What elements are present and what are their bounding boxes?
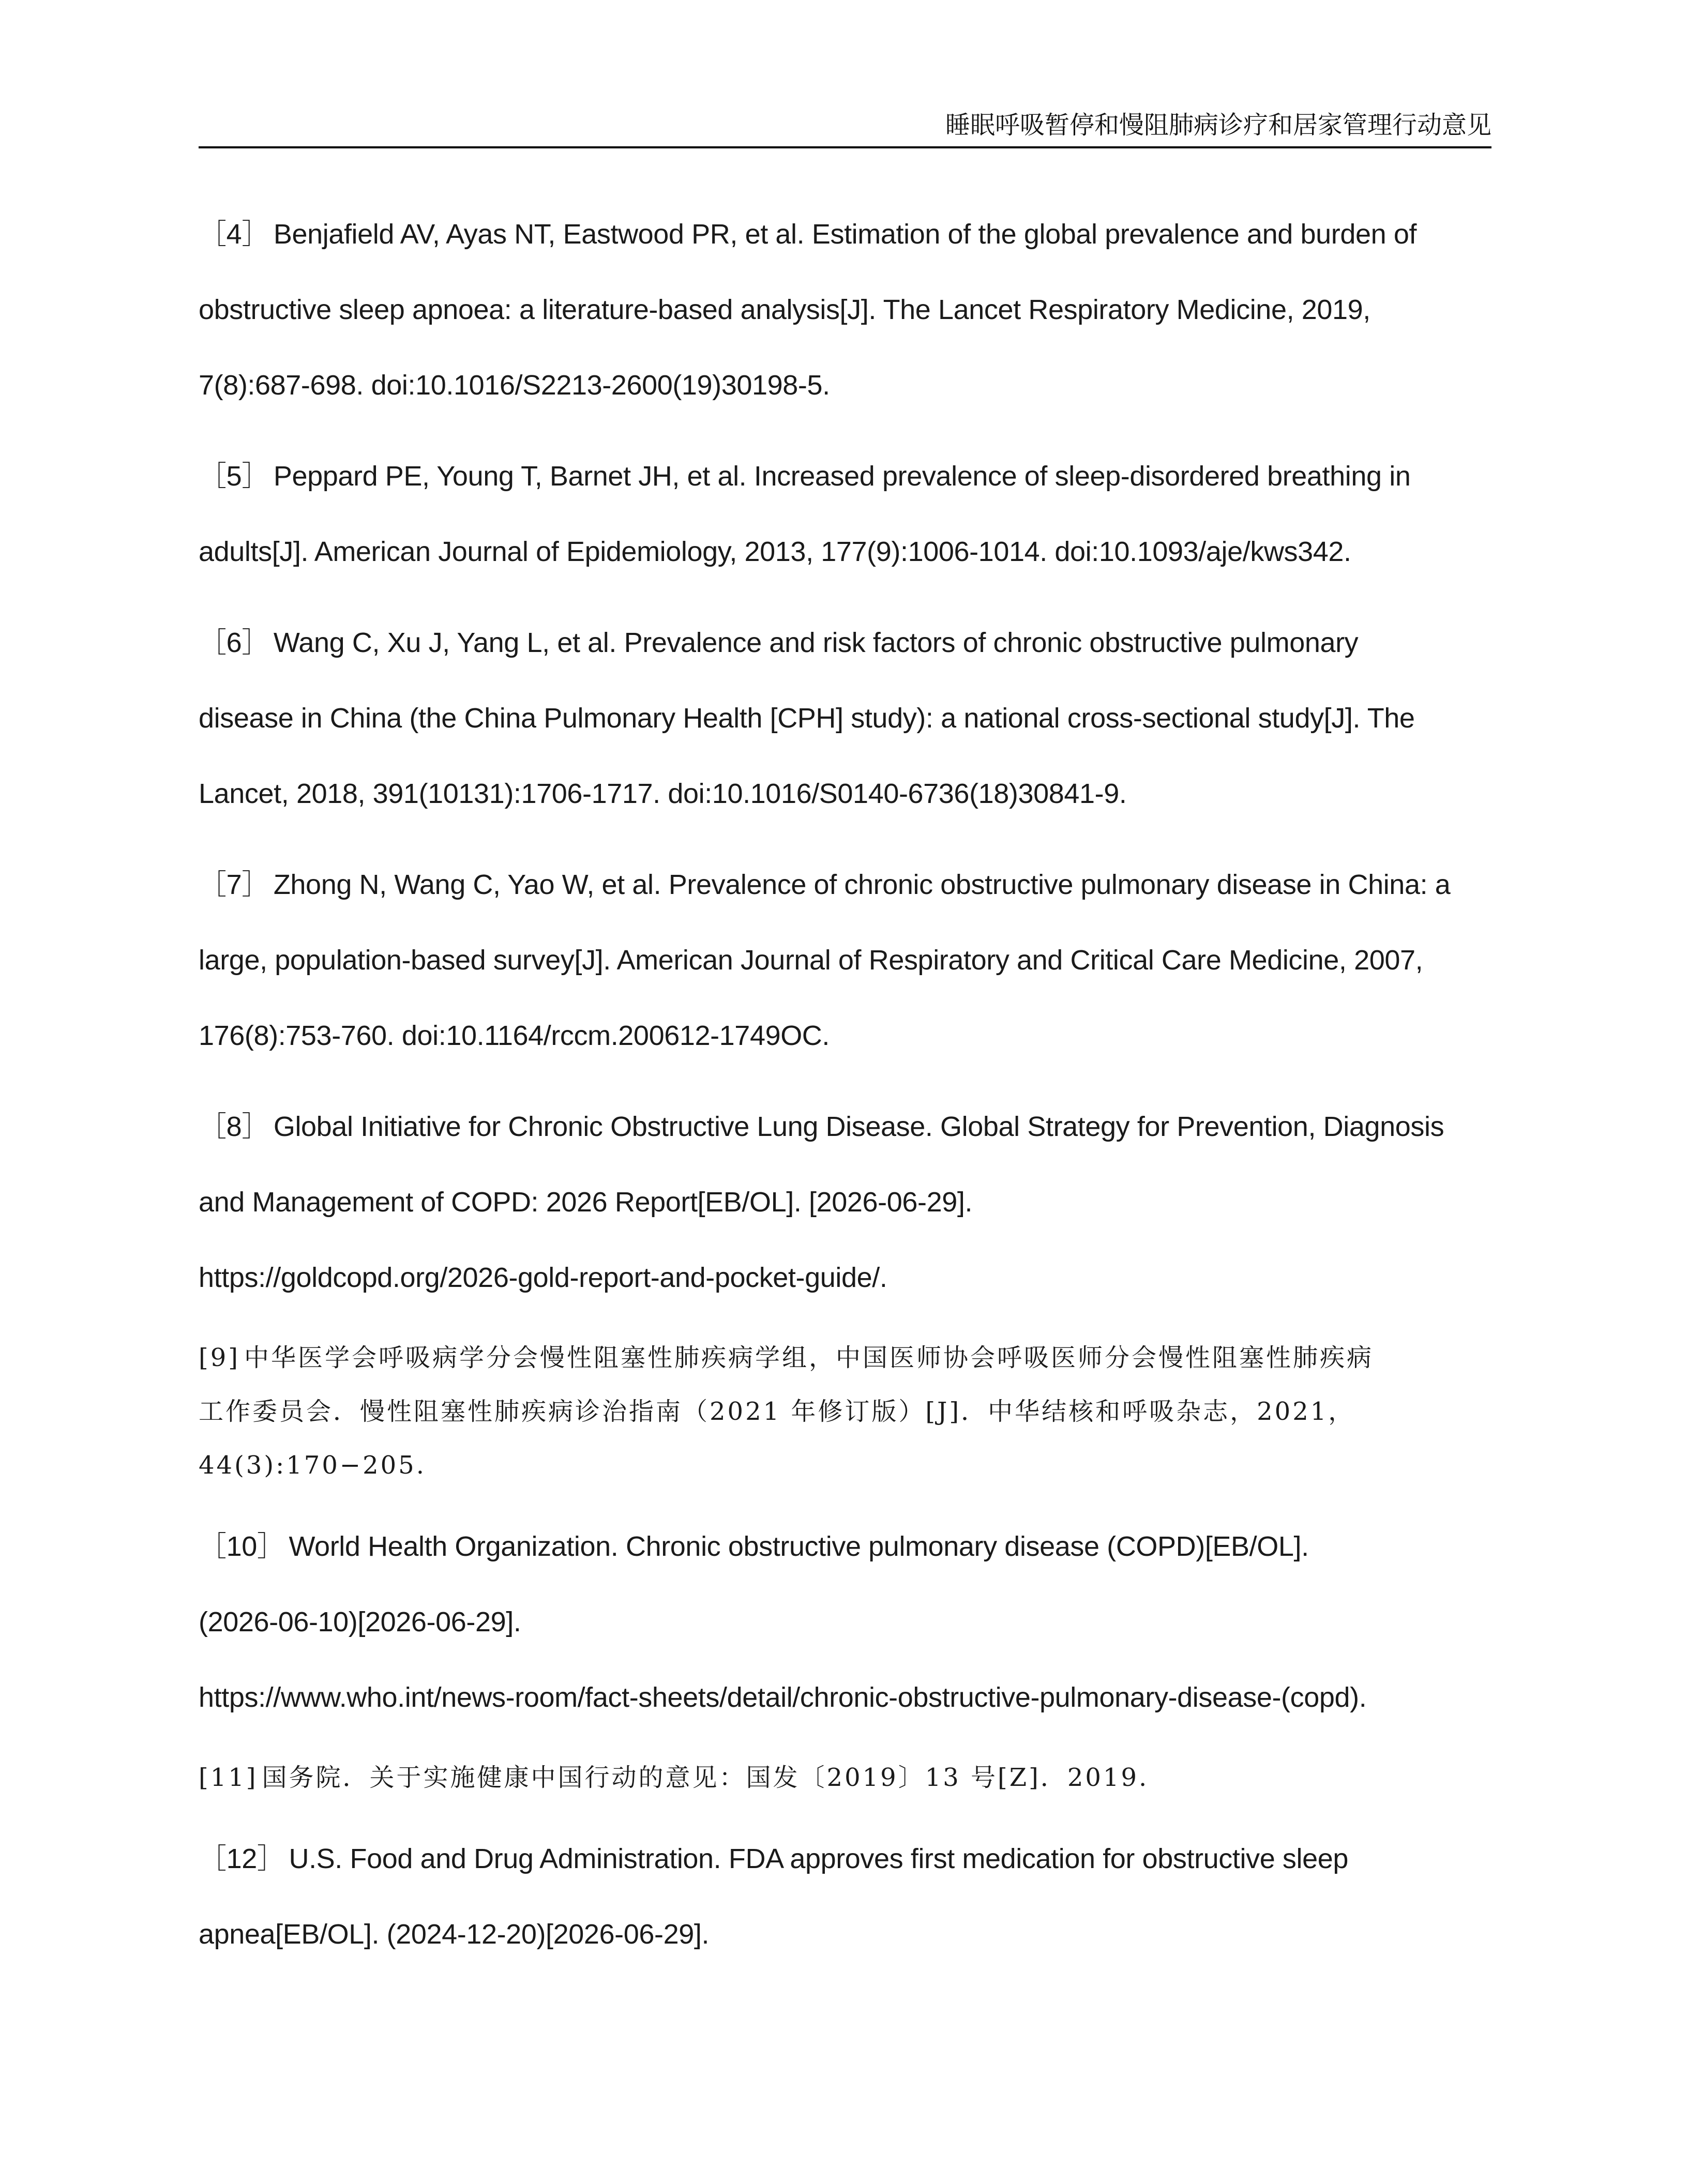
reference-number: ［8］ — [199, 1111, 269, 1142]
page-header: 睡眠呼吸暂停和慢阻肺病诊疗和居家管理行动意见 — [945, 111, 1491, 140]
reference-item — [199, 438, 1491, 589]
reference-line: 44(3):170−205. — [199, 1451, 426, 1480]
reference-line — [199, 1331, 1491, 1385]
reference-line: obstructive sleep apnoea: a literature-based analysis[J]. The Lancet Respiratory Medicine, 2019, — [199, 294, 1370, 325]
reference-text: Wang C, Xu J, Yang L, et al. Prevalence and risk factors of chronic obstructive pulmonary — [273, 627, 1359, 658]
reference-number: [11] — [199, 1763, 258, 1792]
reference-text: Benjafield AV, Ayas NT, Eastwood PR, et al. Estimation of the global prevalence and burden of — [273, 219, 1417, 250]
reference-text: World Health Organization. Chronic obstructive pulmonary disease (COPD)[EB/OL]. — [289, 1531, 1309, 1562]
reference-item — [199, 1821, 1491, 1972]
reference-item — [199, 1331, 1491, 1492]
reference-text: Global Initiative for Chronic Obstructive Lung Disease. Global Strategy for Prevention, Diagnosis — [273, 1111, 1444, 1142]
reference-line — [199, 605, 1491, 680]
reference-item — [199, 605, 1491, 831]
reference-line — [199, 1509, 1491, 1584]
reference-line: large, population-based survey[J]. American Journal of Respiratory and Critical Care Medicine, 2007, — [199, 945, 1423, 976]
reference-line: Lancet, 2018, 391(10131):1706-1717. doi:10.1016/S0140-6736(18)30841-9. — [199, 778, 1127, 809]
reference-number: ［5］ — [199, 461, 269, 492]
reference-line — [199, 1751, 1491, 1804]
reference-line — [199, 1821, 1491, 1897]
reference-item — [199, 1751, 1491, 1804]
reference-item — [199, 196, 1491, 423]
reference-number: ［6］ — [199, 627, 269, 658]
reference-line — [199, 1089, 1491, 1164]
reference-item — [199, 1089, 1491, 1315]
reference-line — [199, 196, 1491, 272]
reference-number: ［4］ — [199, 219, 269, 250]
reference-line: https://www.who.int/news-room/fact-sheets/detail/chronic-obstructive-pulmonary-disease-(copd). — [199, 1682, 1367, 1713]
reference-line: (2026-06-10)[2026-06-29]. — [199, 1606, 521, 1637]
reference-text: 国务院．关于实施健康中国行动的意见：国发〔2019〕13 号[Z]．2019. — [262, 1763, 1149, 1792]
reference-line: 工作委员会．慢性阻塞性肺疾病诊治指南（2021 年修订版）[J]．中华结核和呼吸杂志，2021， — [199, 1397, 1355, 1426]
reference-line: disease in China (the China Pulmonary Health [CPH] study): a national cross-sectional study[J]. The — [199, 703, 1415, 734]
reference-line: and Management of COPD: 2026 Report[EB/OL]. [2026-06-29]. — [199, 1187, 973, 1218]
reference-line: https://goldcopd.org/2026-gold-report-and-pocket-guide/. — [199, 1262, 887, 1293]
reference-number: [9] — [199, 1343, 240, 1372]
reference-line: 7(8):687-698. doi:10.1016/S2213-2600(19)30198-5. — [199, 370, 830, 401]
reference-line — [199, 847, 1491, 922]
reference-item — [199, 1509, 1491, 1735]
reference-line: apnea[EB/OL]. (2024-12-20)[2026-06-29]. — [199, 1919, 710, 1950]
reference-list — [199, 196, 1491, 1988]
reference-line: 176(8):753-760. doi:10.1164/rccm.200612-1749OC. — [199, 1020, 830, 1051]
reference-item — [199, 847, 1491, 1073]
reference-line — [199, 438, 1491, 514]
reference-text: U.S. Food and Drug Administration. FDA approves first medication for obstructive sleep — [289, 1843, 1349, 1874]
reference-number: ［12］ — [199, 1843, 285, 1874]
header-divider — [199, 146, 1491, 148]
reference-text: Zhong N, Wang C, Yao W, et al. Prevalence of chronic obstructive pulmonary disease in China: a — [273, 869, 1451, 900]
reference-line: adults[J]. American Journal of Epidemiology, 2013, 177(9):1006-1014. doi:10.1093/aje/kws342. — [199, 536, 1351, 567]
reference-number: ［10］ — [199, 1531, 285, 1562]
reference-number: ［7］ — [199, 869, 269, 900]
reference-text: 中华医学会呼吸病学分会慢性阻塞性肺疾病学组，中国医师协会呼吸医师分会慢性阻塞性肺疾病 — [244, 1343, 1374, 1372]
reference-text: Peppard PE, Young T, Barnet JH, et al. Increased prevalence of sleep-disordered breathing in — [273, 461, 1411, 492]
